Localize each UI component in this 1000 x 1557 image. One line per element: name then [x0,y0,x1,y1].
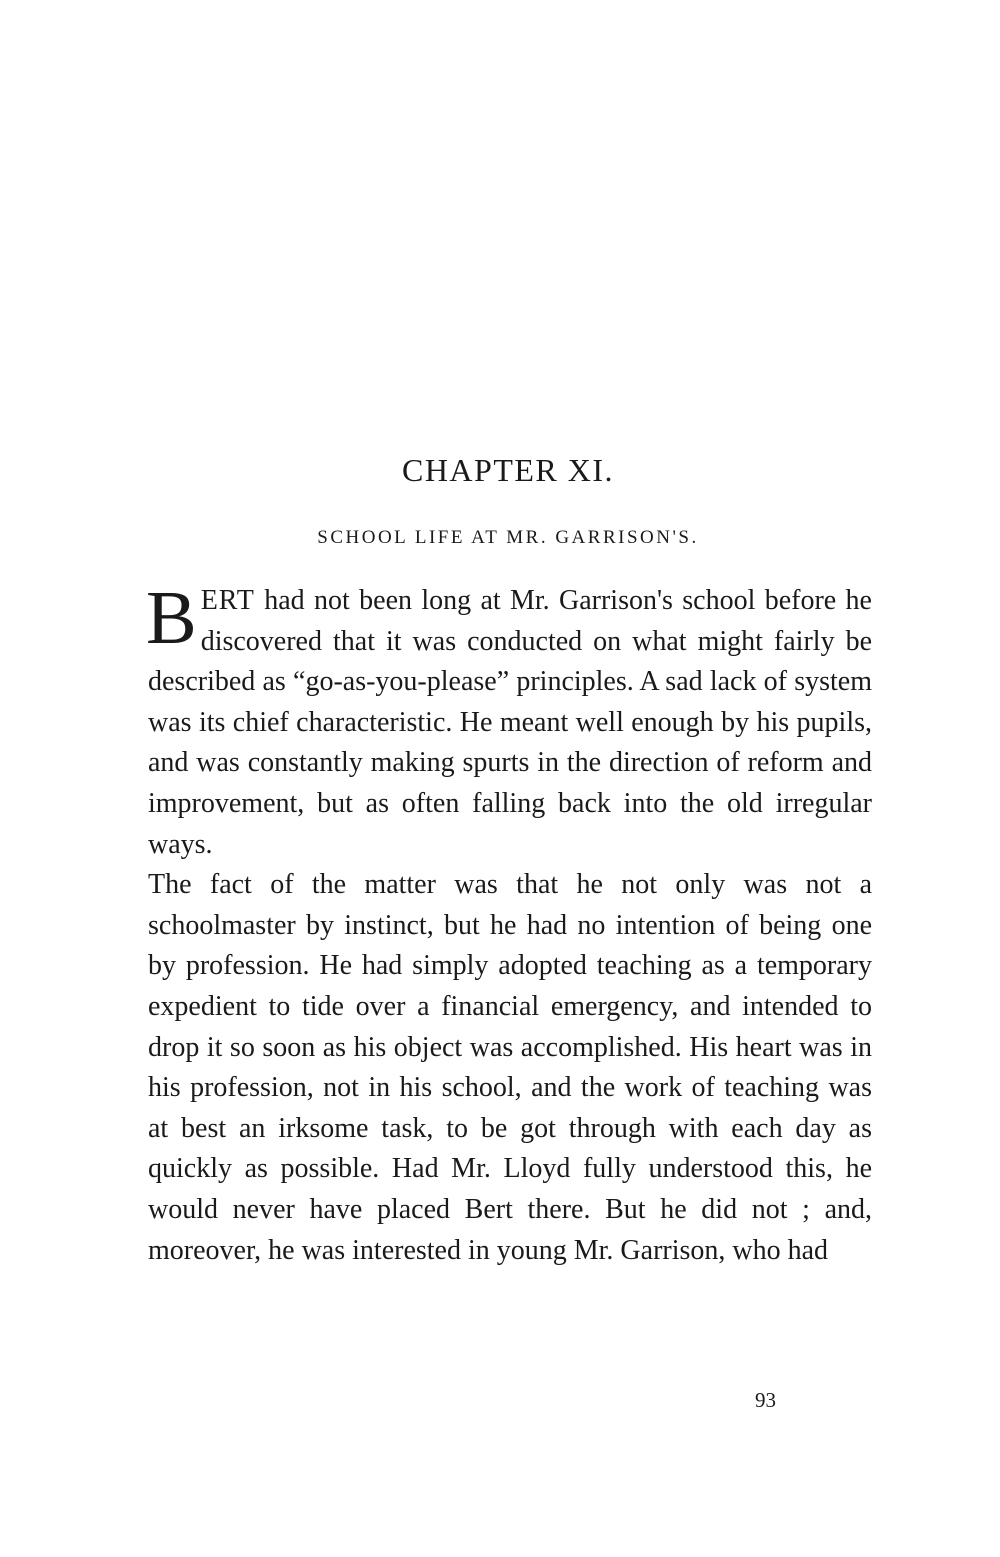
first-word-rest: ERT [200,585,255,616]
chapter-body [146,576,872,1271]
chapter-subtitle: SCHOOL LIFE AT MR. GARRISON'S. [317,527,699,548]
page-number: 93 [755,1388,776,1412]
paragraph-2: The fact of the matter was that he not only was not a schoolmaster by instinct, but he had no intention of being one by profession. He had simply adopted teaching as a temporary expedient to tide over a financial emergency, and intended to drop it so soon as his object was accomplished. His heart was in his profession, not in his school, and the work of teaching was at best an irksome task, to be got through with each day as quickly as possible. Had Mr. Lloyd fully understood this, he would never have placed Bert there. But he did not ; and, moreover, he was interested in young Mr. Garrison, who had [148,869,872,1266]
chapter-title: CHAPTER XI. [401,452,615,488]
drop-cap: B [146,576,197,660]
paragraph-1-text: had not been long at Mr. Garrison's school before he discovered that it was conducted on what might fairly be described as “go-as-you-please” principles. A sad lack of system was its chief characteristic. He meant well enough by his pupils, and was constantly making spurts in the direction of reform and improvement, but as often falling back into the old irregular ways. [148,585,872,860]
paragraph-1 [146,576,872,865]
